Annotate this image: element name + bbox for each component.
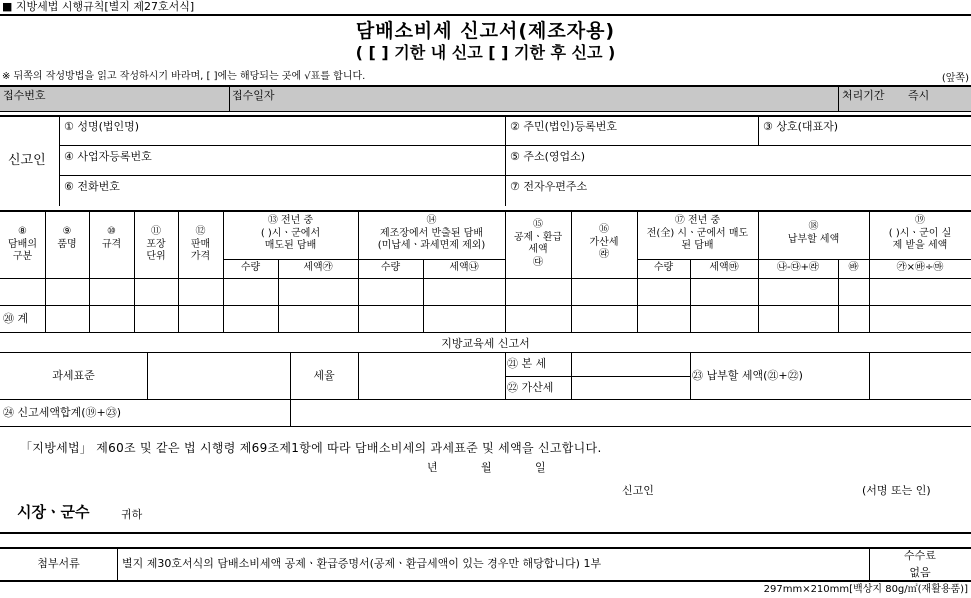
rule — [505, 116, 506, 206]
additional-tax-label: ㉒ 가산세 — [507, 381, 554, 394]
sub-quantity-3: 수량 — [653, 262, 674, 273]
paper-spec: 297mm×210mm[백상지 80g/㎡(재활용품)] — [763, 584, 968, 595]
rule — [290, 353, 291, 426]
sub-tax-2: 세액㉯ — [449, 262, 479, 273]
rule — [0, 332, 971, 333]
col-tobacco-type: ⑧ 담배의 구분 — [8, 226, 37, 262]
rule — [358, 353, 359, 399]
rule — [59, 145, 971, 146]
col-package-unit: ⑪ 포장 단위 — [146, 226, 166, 262]
phone-field[interactable]: ⑥ 전화번호 — [64, 180, 120, 193]
processing-period-label: 처리기간 — [842, 89, 885, 102]
business-number-field[interactable]: ④ 사업자등록번호 — [64, 150, 152, 163]
rule — [0, 115, 971, 117]
col-product-name: ⑨ 품명 — [57, 226, 77, 250]
rule — [59, 116, 60, 206]
rule — [229, 86, 230, 111]
edu-payable-tax-label: ㉓ 납부할 세액(㉑+㉒) — [692, 369, 803, 382]
col-deduction-refund: ⑮ 공제ㆍ환급 세액 ㉰ — [513, 219, 563, 268]
sub-payable-formula: ㉯-㉰+㉱ — [777, 262, 819, 273]
registration-number-field[interactable]: ② 주민(법인)등록번호 — [510, 120, 617, 133]
attachment-label: 첨부서류 — [37, 557, 80, 570]
total-declared-tax-label: ㉔ 신고세액합계(⑲+㉓) — [3, 406, 122, 419]
fee-value: 없음 — [909, 566, 931, 579]
rule — [838, 86, 839, 111]
col-sold-in-city: ⑬ 전년 중 ( )시ㆍ군에서 매도된 담배 — [260, 215, 321, 251]
rule — [0, 580, 971, 582]
fee-label: 수수료 — [904, 549, 936, 562]
rule — [758, 116, 759, 145]
applicant-name-field[interactable]: ① 성명(법인명) — [64, 120, 140, 133]
col-payable-tax: ⑱ 납부할 세액 — [787, 221, 840, 245]
col-shipped-from-factory: ⑭ 제조장에서 반출된 담배 (미납세ㆍ과세면제 제외) — [377, 215, 486, 251]
date-month: 월 — [481, 461, 492, 474]
sub-city-formula: ㉮×㉳÷㉲ — [896, 262, 944, 273]
trade-name-field[interactable]: ③ 상호(대표자) — [763, 120, 839, 133]
tax-base-label: 과세표준 — [52, 369, 95, 382]
receipt-band — [0, 85, 971, 112]
rule — [0, 85, 971, 87]
sub-tax-3: 세액㉲ — [709, 262, 739, 273]
rule — [0, 111, 971, 112]
top-rule — [0, 14, 971, 16]
rule — [0, 278, 971, 279]
rule — [0, 426, 971, 427]
rule — [59, 175, 971, 176]
form-title: 담배소비세 신고서(제조자용) — [355, 20, 616, 42]
page-side-label: (앞쪽) — [941, 73, 969, 84]
col-city-actual-tax: ⑲ ( )시ㆍ군이 실 제 받을 세액 — [888, 215, 952, 251]
rule — [690, 353, 691, 399]
signature-label[interactable]: (서명 또는 인) — [862, 484, 931, 497]
rule — [869, 353, 870, 399]
rule — [0, 399, 971, 400]
rule — [0, 532, 971, 534]
rule — [117, 548, 118, 581]
edu-tax-heading: 지방교육세 신고서 — [441, 337, 530, 350]
address-field[interactable]: ⑤ 주소(영업소) — [510, 150, 586, 163]
honorific: 귀하 — [121, 508, 143, 521]
total-row-label: ⑳ 계 — [3, 312, 29, 325]
rule — [505, 376, 690, 377]
email-field[interactable]: ⑦ 전자우편주소 — [510, 180, 588, 193]
sub-quantity-1: 수량 — [240, 262, 261, 273]
rule — [637, 259, 971, 260]
col-spec: ⑩ 규격 — [101, 226, 122, 250]
rule — [0, 210, 971, 212]
col-sold-all-cities: ⑰ 전년 중 전(全) 시ㆍ군에서 매도 된 담배 — [646, 215, 749, 251]
rule — [0, 305, 971, 306]
declarant-label: 신고인 — [622, 484, 654, 497]
instruction-text: ※ 뒤쪽의 작성방법을 읽고 작성하시기 바라며, [ ]에는 해당되는 곳에 √표를 합니다. — [2, 71, 366, 82]
sub-quantity-2: 수량 — [380, 262, 401, 273]
rule — [0, 352, 971, 353]
sub-payable-symbol: ㉳ — [848, 262, 859, 273]
tax-rate-label: 세율 — [313, 369, 335, 382]
receipt-date-label: 접수일자 — [232, 89, 275, 102]
sub-tax-1: 세액㉮ — [303, 262, 333, 273]
date-year: 년 — [427, 461, 438, 474]
rule — [0, 547, 971, 549]
form-subtitle: ( [ ] 기한 내 신고 [ ] 기한 후 신고 ) — [355, 43, 616, 62]
attachment-content: 별지 제30호서식의 담배소비세액 공제ㆍ환급증명서(공제ㆍ환급세액이 있는 경우만 해당합니다) 1부 — [122, 557, 602, 570]
main-tax-label: ㉑ 본 세 — [507, 357, 547, 370]
form-reference: ■ 지방세법 시행규칙[별지 제27호서식] — [2, 0, 195, 13]
processing-period-value: 즉시 — [908, 89, 930, 102]
declaration-statement: 「지방세법」 제60조 및 같은 법 시행령 제69조제1항에 따라 담배소비세의 과세표준 및 세액을 신고합니다. — [20, 441, 602, 455]
rule — [223, 259, 505, 260]
rule — [147, 353, 148, 399]
recipient-title: 시장ㆍ군수 — [17, 503, 90, 521]
receipt-number-label: 접수번호 — [3, 89, 46, 102]
col-sale-price: ⑫ 판매 가격 — [190, 226, 211, 262]
date-day: 일 — [535, 461, 546, 474]
col-penalty-tax: ⑯ 가산세 ㉱ — [589, 224, 619, 260]
applicant-section-label: 신고인 — [8, 153, 46, 168]
